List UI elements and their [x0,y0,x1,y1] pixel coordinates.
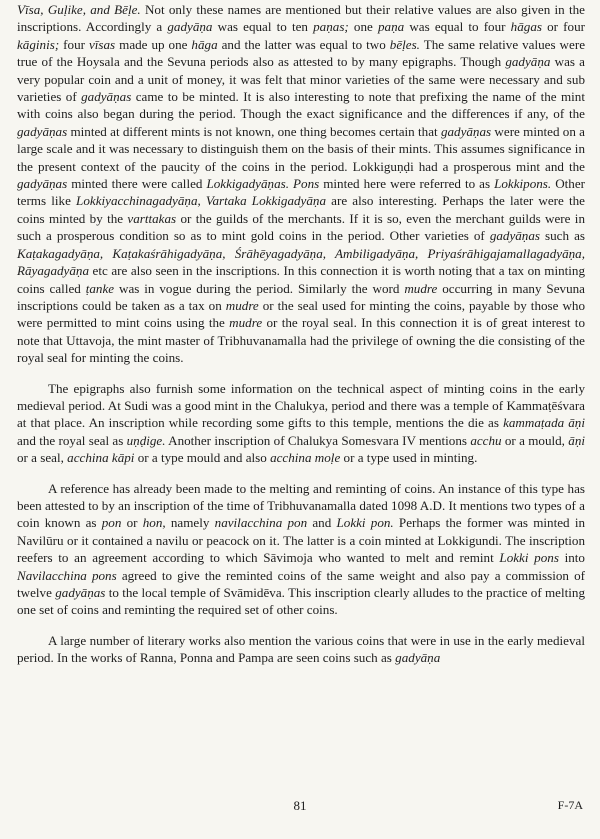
italic-term: Vīsa, Guḷike, and Bēḷe. [17,2,141,17]
text-run: or [121,515,143,531]
italic-term: mudre [229,315,263,331]
italic-term: hāgas [510,19,542,35]
italic-term: āṇi [568,432,585,448]
text-run: one [348,19,378,35]
text-run: and [307,515,337,531]
body-text [17,1,585,667]
paragraph-4 [17,632,585,667]
text-run: and the latter was equal to two [217,36,390,52]
text-run: made up one [115,36,192,52]
text-run: or the guilds of the merchants. If it is so, even the merchant guilds were in such a prosperous condition so as to mint gold coins in the period. Other varieties of [17,210,585,244]
italic-term: hon, [142,515,166,531]
text-run: occurring in many Sevuna inscriptions could be taken as a tax on [17,280,585,313]
paragraph-3 [17,480,585,619]
page-reference: F-7A [557,798,583,812]
text-run: A large number of literary works also mention the various coins that were in use in the early medieval period. In the works of Ranna, Ponna and Pampa are seen coins such as [17,632,585,666]
italic-term: mudre [404,280,438,296]
italic-term: kāginis; [17,36,60,52]
text-run: or four [541,19,585,35]
italic-term: ṭanke [85,280,115,296]
italic-term: gadyāṇa [167,19,213,35]
text-run: or the royal seal. In this connection it is of great interest to note that Uttavoja, the mint master of Tribhuvanamalla had the privilege of owning the die consisting of the royal seal for minting the coins. [17,315,585,366]
italic-term: mudre [225,297,259,313]
text-run: to the local temple of Svāmidēva. This inscription clearly alludes to the practice of melting one set of coins and reminting the required set of other coins. [17,585,585,618]
text-run: four [59,36,89,52]
italic-term: gadyāṇas [489,228,541,244]
italic-term: Kaṭakagadyāṇa, Kaṭakaśrāhigadyāṇa, Śrāhēyagadyāṇa, Ambiligadyāṇa, Priyaśrāhigajamallagadyāṇa, Rāyagadyāṇa [17,245,585,279]
text-run: and the royal seal as [17,432,127,448]
italic-term: paṇa [378,19,405,35]
text-run: are also interesting. Perhaps the later were the coins minted by the [17,193,585,226]
text-run: into [558,550,585,566]
italic-term: gadyāṇa [395,650,441,666]
paragraph-2 [17,380,585,467]
italic-term: acchina kāpi [67,450,135,466]
text-run: or the seal used for minting the coins, payable by those who were permitted to mint coins using the [17,297,585,331]
text-run: was equal to ten [212,19,314,35]
text-run: or a type used in minting. [340,450,478,466]
text-run: were minted on a large scale and it was necessary to distinguish them on the basis of their mints. This assumes significance in the present context of the paucity of the coins in the period. Lokkiguṇḍi had a prosperous mint and the [17,123,585,174]
italic-term: bēḷes. [389,36,420,52]
page-number: 81 [293,798,307,813]
text-run: came to be minted. It is also interesting to note that prefixing the name of the mint with coins also began during the period. Though the exact significance and the differences if any, of the [17,89,585,122]
italic-term: Pons [293,176,320,192]
text-run: minted here were referred to as [319,176,495,192]
text-run: Perhaps the former was minted in Navilūru or it contained a navilu or peacock on it. The latter is a coin minted at Lokkigundi. The inscription reefers to an agreement according to which Sāvimoja who wanted to melt and remint [17,515,586,566]
italic-term: Lokkiyacchinagadyāṇa, Vartaka Lokkigadyāṇa [76,193,326,209]
text-run: or a mould, [501,432,569,448]
text-run: was equal to four [404,19,511,35]
italic-term: Lokki pon. [336,515,394,531]
text-run: agreed to give the reminted coins of the same weight and also pay a commission of twelve [17,567,585,600]
italic-term: Navilacchina pons [17,567,117,583]
text-run: was in vogue during the period. Similarly the word [114,280,405,296]
paragraph-1 [17,1,585,367]
text-run: minted there were called [67,176,207,192]
text-run: was a very popular coin and a unit of money, it was felt that minor varieties of the same were necessary and sub varieties of [17,54,585,105]
italic-term: navilacchina pon [214,515,308,531]
text-run: A reference has already been made to the melting and reminting of coins. An instance of this type has been attested to by an inscription of the time of Tribhuvanamalla dated 1098 A.D. It mentions two types of a coin known as [17,480,585,531]
text-run: Not only these names are mentioned but their relative values are also given in the inscriptions. Accordingly a [17,2,585,35]
italic-term: gadyāṇas [55,585,106,600]
italic-term: kammaṭada āṇi [503,415,585,431]
italic-term: pon [101,515,122,531]
text-run: such as [540,228,585,244]
text-run: etc are also seen in the inscriptions. In this connection it is worth noting that a tax on minting coins called [17,263,585,296]
italic-term: uṇḍige. [126,432,166,448]
italic-term: acchina moḷe [270,450,341,466]
text-run: Another inscription of Chalukya Somesvara IV mentions [165,432,471,448]
italic-term: Lokkipons. [494,176,552,192]
italic-term: gadyāṇas [17,176,68,192]
text-run: or a seal, [17,450,68,466]
text-run: namely [165,515,215,531]
text-run: The epigraphs also furnish some information on the technical aspect of minting coins in the early medieval period. At Sudi was a good mint in the Chalukya, period and there was a temple of Kammaṭēśvara at that place. An inscription while recording some gifts to this temple, mentions the die as [17,380,585,431]
text-run: Other terms like [17,176,586,209]
italic-term: gadyāṇas [440,123,492,139]
italic-term: gadyāṇas [17,123,68,139]
italic-term: hāga [191,36,218,52]
italic-term: gadyāṇas [81,89,132,105]
italic-term: Lokki pons [499,550,559,566]
italic-term: acchu [470,432,502,448]
text-run: The same relative values were true of the Hoysala and the Sevuna periods also as attested to by many epigraphs. Though [17,36,586,70]
text-run: or a type mould and also [134,450,271,466]
italic-term: paṇas; [313,19,349,35]
italic-term: gadyāṇa [505,54,551,70]
text-run: minted at different mints is not known, one thing becomes certain that [67,123,441,139]
italic-term: varttakas [127,210,177,226]
italic-term: Lokkigadyāṇas. [206,176,290,192]
italic-term: vīsas [88,36,116,52]
